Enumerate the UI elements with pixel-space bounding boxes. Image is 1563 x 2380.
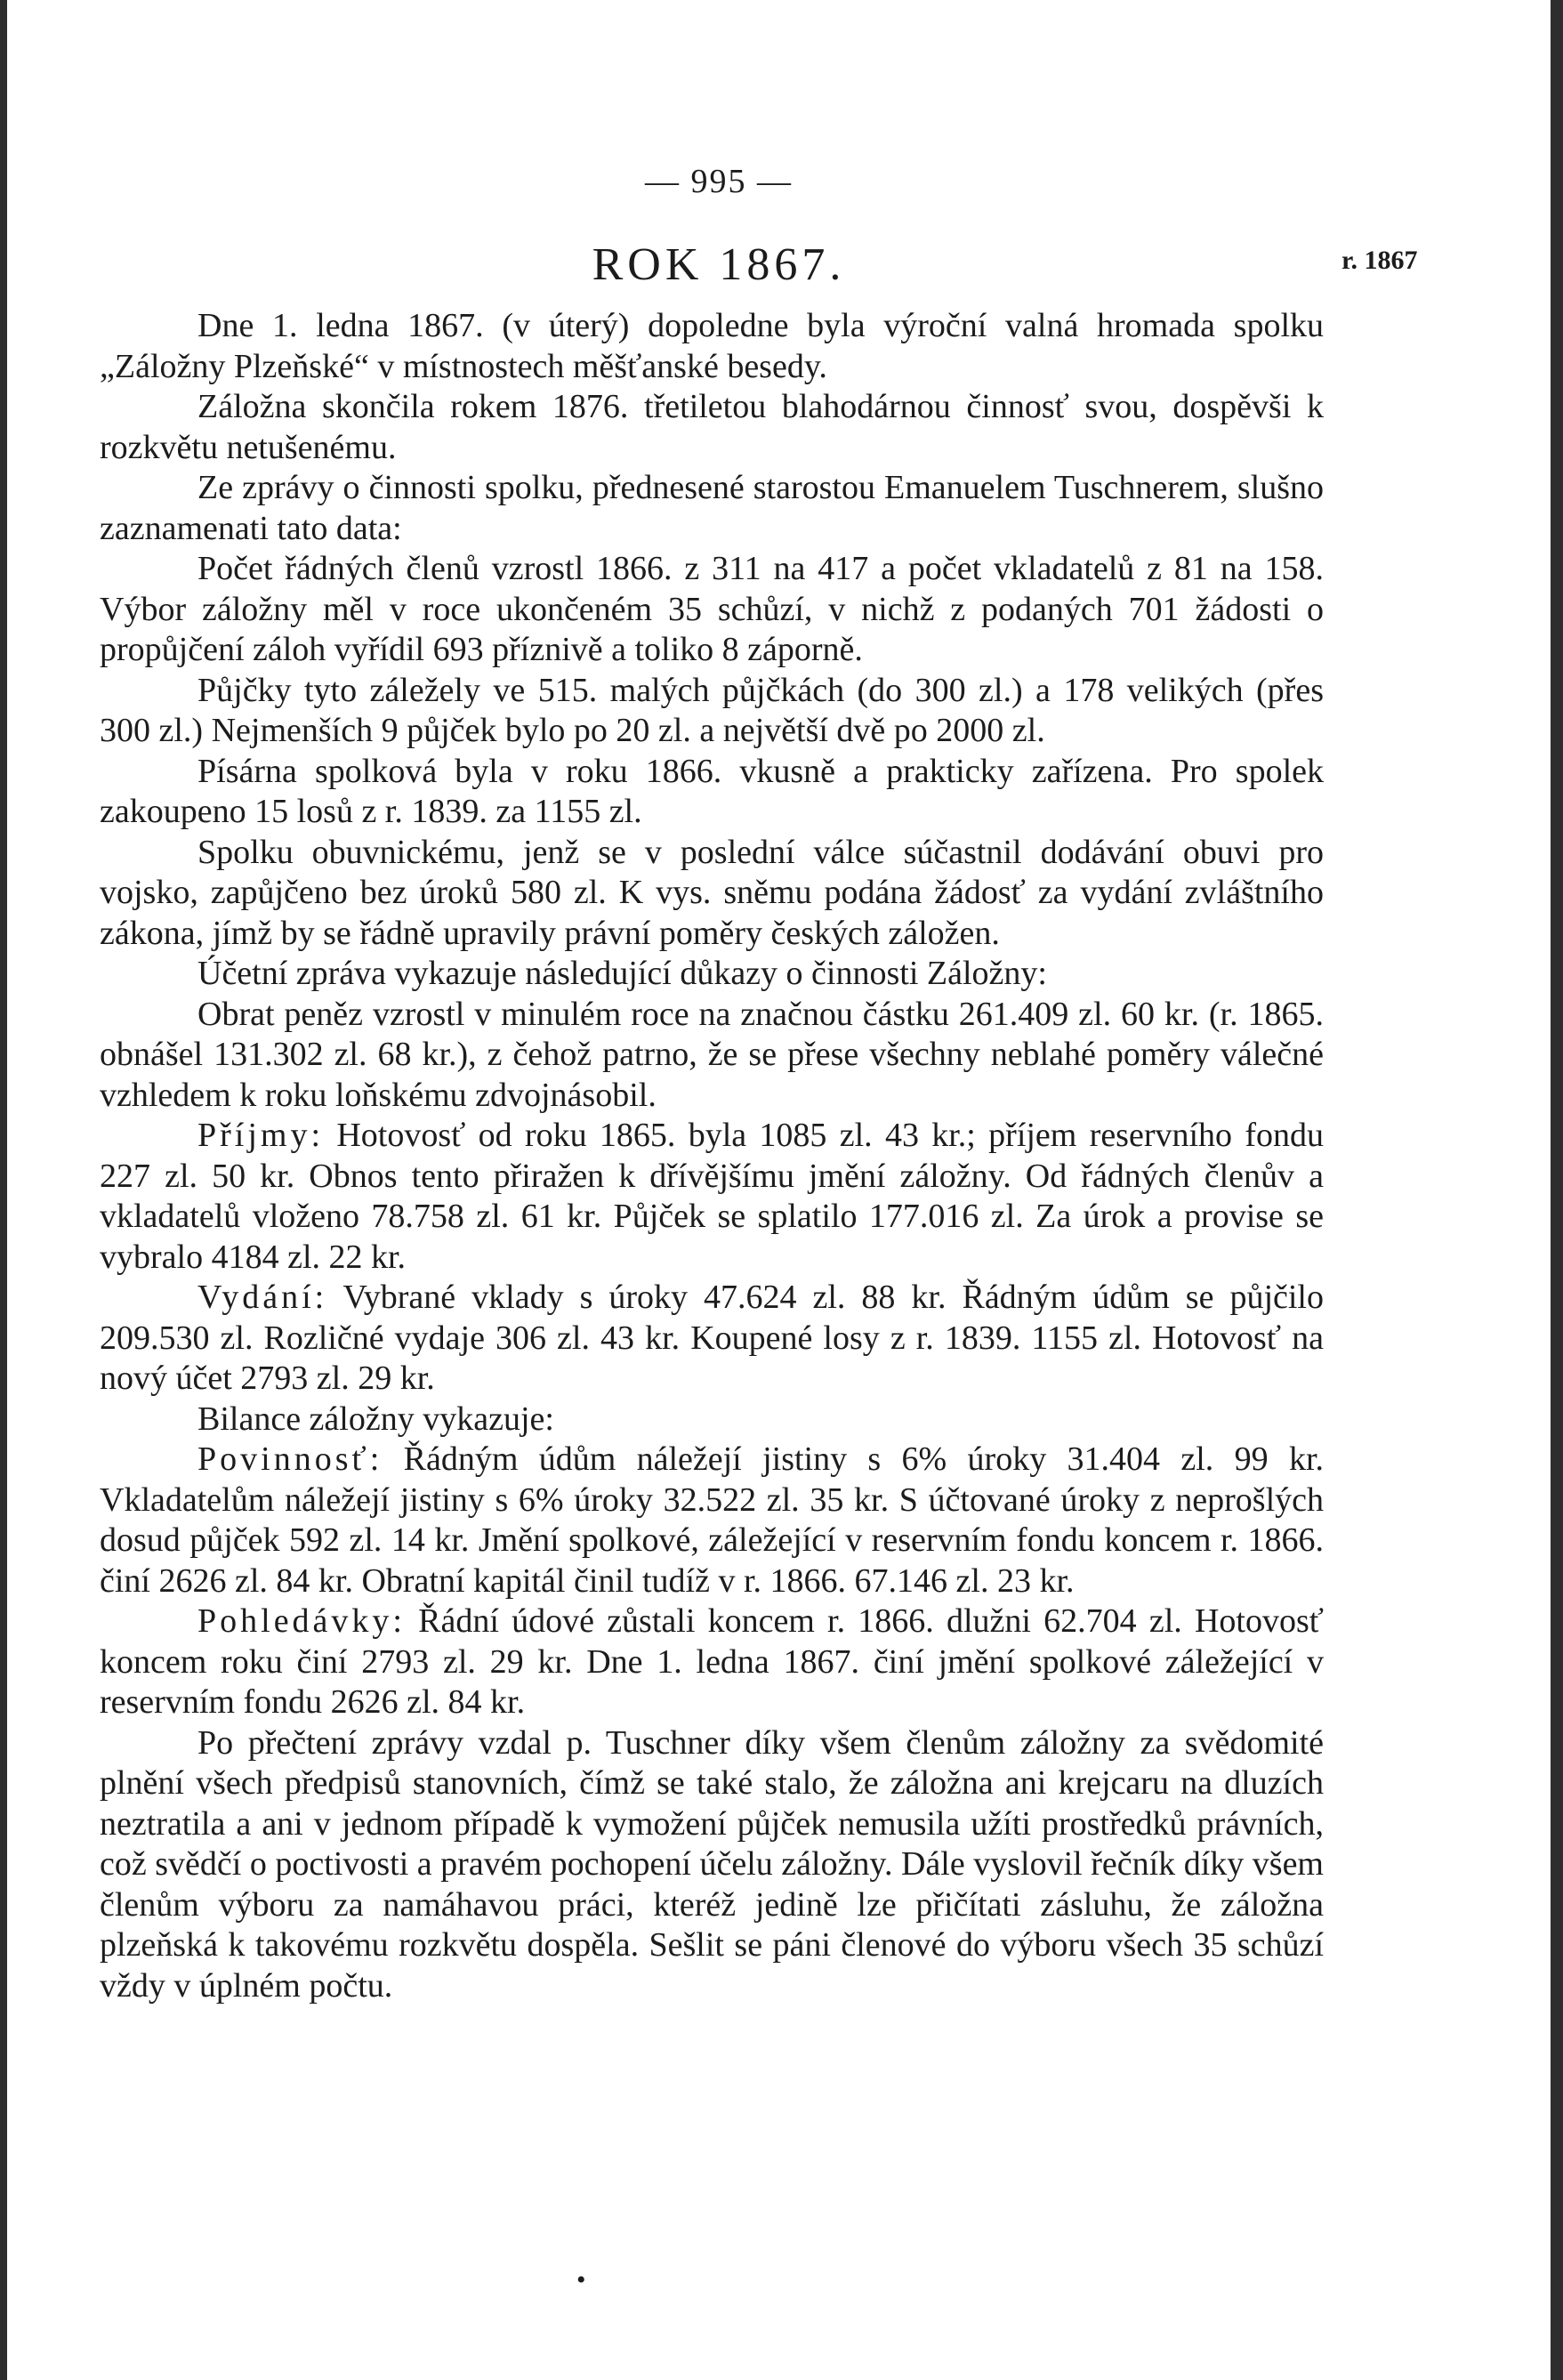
section-label: Příjmy: [197, 1117, 325, 1154]
paragraph-pohledavky: Pohledávky: Řádní údové zůstali koncem r. 1866. dlužni 62.704 zl. Hotovosť koncem roku činí 2793 zl. 29 kr. Dne 1. ledna 1867. činí jmění spolkové záležející v reservním fondu 2626 zl. 84 kr. [100, 1602, 1324, 1721]
page-number: — 995 — [645, 163, 793, 200]
section-label: Vydání: [197, 1279, 328, 1316]
paragraph: Spolku obuvnickému, jenž se v poslední válce súčastnil dodávání obuvi pro vojsko, zapůjčeno bez úroků 580 zl. K vys. sněmu podána žádosť za vydání zvláštního zákona, jímž by se řádně upravily právní poměry českých záložen. [100, 833, 1324, 952]
paragraph: Počet řádných členů vzrostl 1866. z 311 na 417 a počet vkladatelů z 81 na 158. Výbor záložny měl v roce ukončeném 35 schůzí, v nichž z podaných 701 žádosti o propůjčení záloh vyřídil 693 příznivě a toliko 8 záporně. [100, 550, 1324, 668]
section-label: Pohledávky: [197, 1602, 406, 1640]
paragraph: Půjčky tyto záležely ve 515. malých půjčkách (do 300 zl.) a 178 velikých (přes 300 zl.) Nejmenších 9 půjček bylo po 20 zl. a největší dvě po 2000 zl. [100, 671, 1324, 749]
paragraph: Písárna spolková byla v roku 1866. vkusně a prakticky zařízena. Pro spolek zakoupeno 15 losů z r. 1839. za 1155 zl. [100, 752, 1324, 830]
margin-note: r. 1867 [1341, 246, 1418, 275]
paragraph: Po přečtení zprávy vzdal p. Tuschner díky všem členům záložny za svědomité plnění všech předpisů stanovních, čímž se také stalo, že záložna ani krejcaru na dluzích neztratila a ani v jednom případě k vymožení půjček nemusila užíti prostředků právních, což svědčí o poctivosti a pravém pochopení účelu záložny. Dále vyslovil řečník díky všem členům výboru za namáhavou práci, kteréž jedině lze přičítati zásluhu, že záložna plzeňská k takovému rozkvětu dospěla. Sešlit se páni členové do výboru všech 35 schůzí vždy v úplném počtu. [100, 1723, 1324, 2005]
paragraph: Obrat peněz vzrostl v minulém roce na značnou částku 261.409 zl. 60 kr. (r. 1865. obnášel 131.302 zl. 68 kr.), z čehož patrno, že se přese všechny neblahé poměry válečné vzhledem k roku loňskému zdvojnásobil. [100, 995, 1324, 1114]
paragraph: Ze zprávy o činnosti spolku, přednesené starostou Emanuelem Tuschnerem, slušno zaznamenati tato data: [100, 469, 1324, 547]
paragraph: Účetní zpráva vykazuje následující důkazy o činnosti Záložny: [197, 955, 1047, 992]
paragraph: Bilance záložny vykazuje: [197, 1400, 554, 1438]
paragraph: Dne 1. ledna 1867. (v úterý) dopoledne byla výroční valná hromada spolku „Záložny Plzeňské“ v místnostech měšťanské besedy. [100, 307, 1324, 385]
book-page [7, 0, 1551, 2380]
paragraph-povinnost: Povinnosť: Řádným údům náležejí jistiny s 6% úroky 31.404 zl. 99 kr. Vkladatelům náležejí jistiny s 6% úroky 32.522 zl. 35 kr. S účtované úroky z neprošlých dosud půjček 592 zl. 14 kr. Jmění spolkové, záležející v reservním fondu koncem r. 1866. činí 2626 zl. 84 kr. Obratní kapitál činil tudíž v r. 1866. 67.146 zl. 23 kr. [100, 1440, 1324, 1600]
body-text [100, 306, 1324, 2006]
paragraph-prijmy: Příjmy: Hotovosť od roku 1865. byla 1085 zl. 43 kr.; příjem reservního fondu 227 zl. 50 kr. Obnos tento přiražen k dřívějšímu jmění záložny. Od řádných členův a vkladatelů vloženo 78.758 zl. 61 kr. Půjček se splatilo 177.016 zl. Za úrok a provise se vybralo 4184 zl. 22 kr. [100, 1117, 1324, 1276]
year-heading: ROK 1867. [592, 239, 846, 290]
footer-mark: • [576, 2265, 586, 2295]
paragraph: Záložna skončila rokem 1876. třetiletou blahodárnou činnosť svou, dospěvši k rozkvětu netušenému. [100, 388, 1324, 466]
section-label: Povinnosť: [197, 1440, 383, 1478]
paragraph-vydani: Vydání: Vybrané vklady s úroky 47.624 zl. 88 kr. Řádným údům se půjčilo 209.530 zl. Rozličné vydaje 306 zl. 43 kr. Koupené losy z r. 1839. 1155 zl. Hotovosť na nový účet 2793 zl. 29 kr. [100, 1279, 1324, 1397]
